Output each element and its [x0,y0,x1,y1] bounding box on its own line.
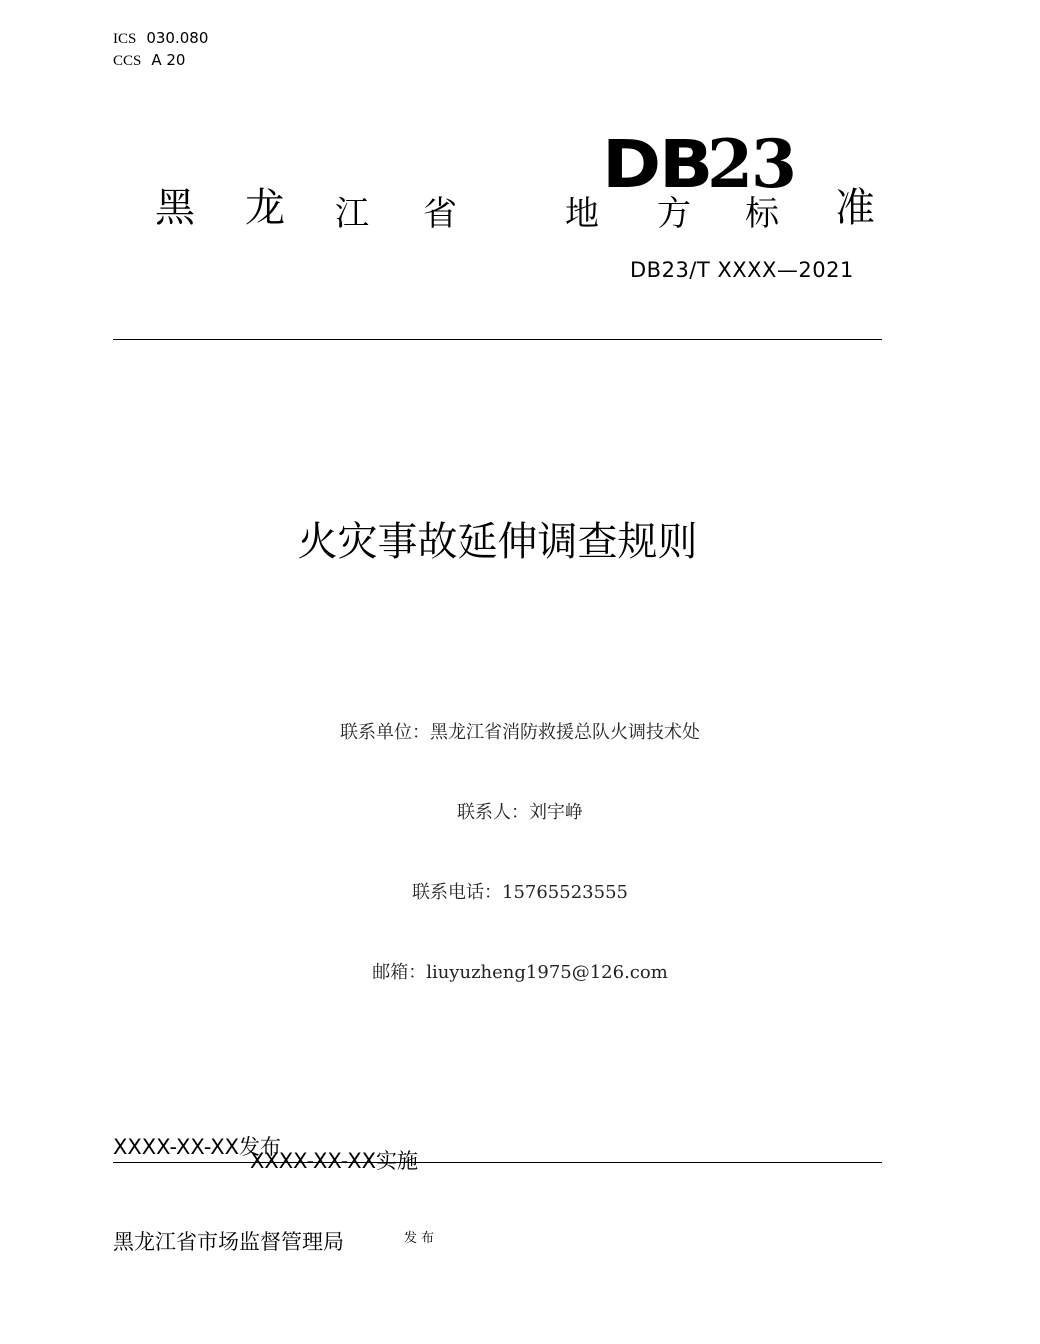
ccs-value: A 20 [151,51,186,69]
implement-date-clipped [250,1149,419,1175]
publish-label: 发布 [404,1231,439,1246]
logo-prefix: DB [601,126,712,203]
ccs-code-line [113,50,185,71]
title-char-4: 省 [423,194,457,234]
header-divider [113,339,882,340]
title-char-3: 江 [335,194,369,234]
issue-date: XXXX-XX-XX发布 [113,1135,282,1159]
implement-date: XXXX-XX-XX实施 [250,1149,419,1173]
standard-number: DB23/T XXXX—2021 [630,258,854,282]
document-title: 火灾事故延伸调查规则 [297,519,698,565]
title-char-5: 地 [565,194,599,234]
title-char-6: 方 [657,194,691,234]
contact-email: 邮箱：liuyuzheng1975@126.com [372,962,668,983]
contact-person: 联系人：刘宇峥 [457,802,583,823]
contact-phone: 联系电话：15765523555 [412,882,628,903]
ics-code-line [113,28,208,49]
contact-unit: 联系单位：黑龙江省消防救援总队火调技术处 [340,722,700,743]
standard-category-title [155,184,880,240]
ccs-label: CCS [113,53,142,69]
title-char-2: 龙 [245,185,285,231]
ics-value: 030.080 [146,29,209,47]
logo-code: 23 [707,125,795,203]
title-char-8: 准 [835,185,875,231]
ics-label: ICS [113,31,137,47]
title-char-1: 黑 [155,185,195,231]
footer-divider [113,1162,882,1163]
issuing-authority: 黑龙江省市场监督管理局 [113,1230,344,1254]
title-char-7: 标 [745,194,779,234]
